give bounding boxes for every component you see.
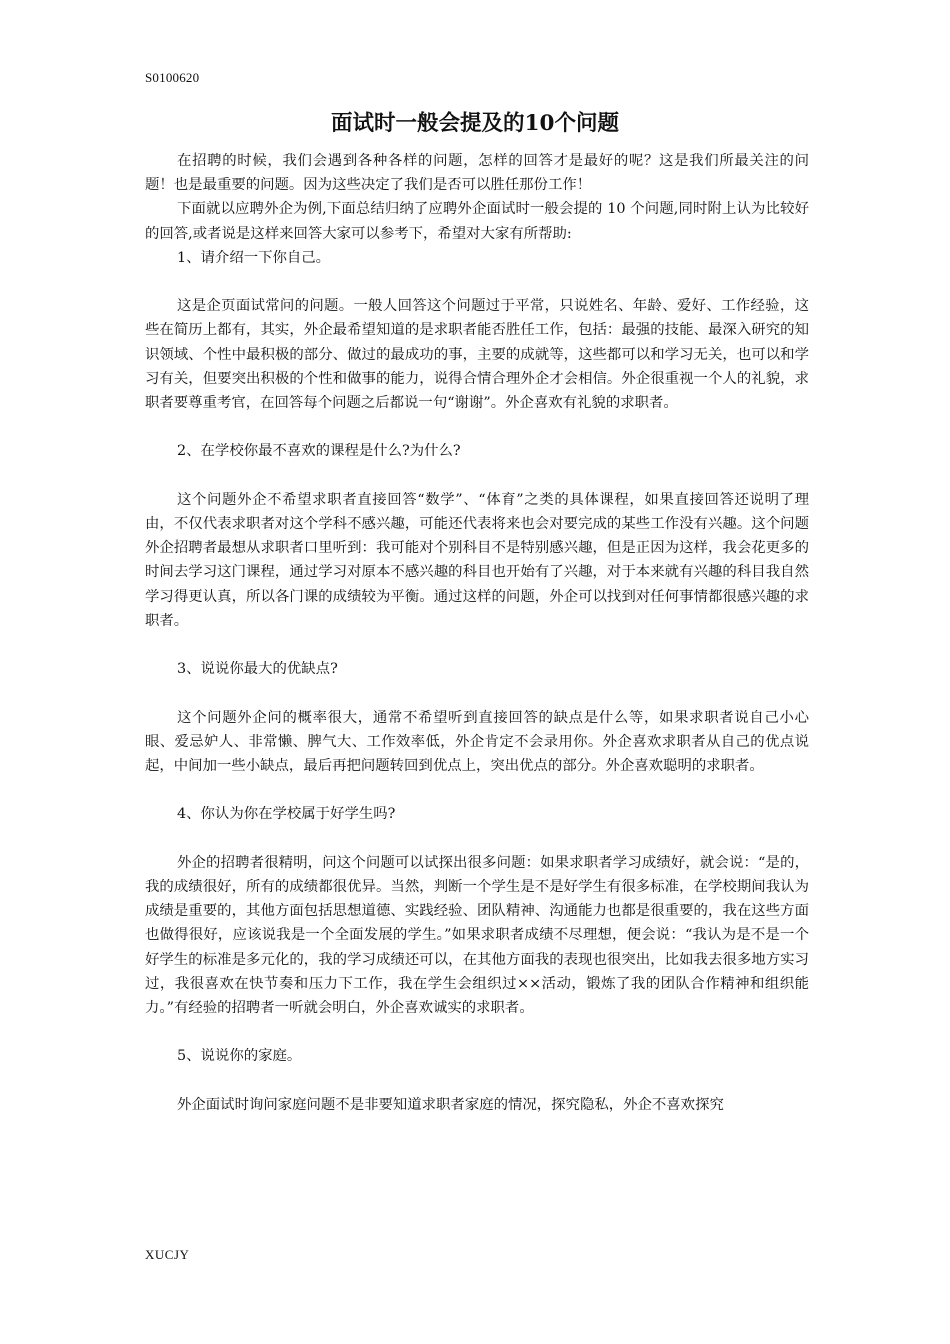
question-heading: 2、在学校你最不喜欢的课程是什么?为什么? bbox=[177, 443, 461, 460]
question-heading: 4、你认为你在学校属于好学生吗? bbox=[177, 806, 396, 823]
document-code: S0100620 bbox=[145, 70, 200, 85]
spacer bbox=[145, 415, 809, 439]
intro-paragraph: 在招聘的时候，我们会遇到各种各样的问题，怎样的回答才是最好的呢？这是我们所最关注的问题！也是最重要的问题。因为这些决定了我们是否可以胜任那份工作！ bbox=[145, 153, 809, 194]
spacer bbox=[145, 270, 809, 294]
answer-paragraph: 这个问题外企问的概率很大，通常不希望听到直接回答的缺点是什么等，如果求职者说自己小心眼、爱忌妒人、非常懒、脾气大、工作效率低，外企肯定不会录用你。外企喜欢求职者从自己的优点说起，中间加一些小缺点，最后再把问题转回到优点上，突出优点的部分。外企喜欢聪明的求职者。 bbox=[145, 709, 809, 774]
spacer bbox=[145, 1020, 809, 1044]
spacer bbox=[145, 681, 809, 705]
spacer bbox=[145, 633, 809, 657]
spacer bbox=[145, 1069, 809, 1093]
answer-paragraph: 这是企页面试常问的问题。一般人回答这个问题过于平常，只说姓名、年龄、爱好、工作经验，这些在简历上都有，其实，外企最希望知道的是求职者能否胜任工作，包括：最强的技能、最深入研究的知识领域、个性中最积极的部分、做过的最成功的事，主要的成就等，这些都可以和学习无关，也可以和学习有关，但要突出积极的个性和做事的能力，说得合情合理外企才会相信。外企很重视一个人的礼貌，求职者要尊重考官，在回答每个问题之后都说一句“谢谢”。外企喜欢有礼貌的求职者。 bbox=[145, 298, 809, 412]
answer-paragraph: 这个问题外企不希望求职者直接回答“数学”、“体育”之类的具体课程，如果直接回答还说明了理由，不仅代表求职者对这个学科不感兴趣，可能还代表将来也会对要完成的某些工作没有兴趣。这个问题外企招聘者最想从求职者口里听到：我可能对个别科目不是特别感兴趣，但是正因为这样，我会花更多的时间去学习这门课程，通过学习对原本不感兴趣的科目也开始有了兴趣，对于本来就有兴趣的科目我自然学习得更认真，所以各门课的成绩较为平衡。通过这样的问题，外企可以找到对任何事情都很感兴趣的求职者。 bbox=[145, 491, 809, 629]
answer-paragraph: 外企面试时询问家庭问题不是非要知道求职者家庭的情况，探究隐私，外企不喜欢探究 bbox=[177, 1096, 724, 1113]
document-footer: XUCJY bbox=[145, 1247, 190, 1262]
spacer bbox=[145, 464, 809, 488]
intro-paragraph: 下面就以应聘外企为例,下面总结归纳了应聘外企面试时一般会提的 10 个问题,同时附上认为比较好的回答,或者说是这样来回答大家可以参考下，希望对大家有所帮助: bbox=[145, 201, 809, 242]
question-heading: 5、说说你的家庭。 bbox=[177, 1048, 302, 1065]
question-heading: 1、请介绍一下你自己。 bbox=[177, 249, 331, 266]
document-title: 面试时一般会提及的10个问题 bbox=[331, 111, 619, 136]
spacer bbox=[145, 827, 809, 851]
document-body bbox=[145, 149, 809, 1117]
spacer bbox=[145, 778, 809, 802]
question-heading: 3、说说你最大的优缺点? bbox=[177, 661, 338, 678]
answer-paragraph: 外企的招聘者很精明，问这个问题可以试探出很多问题：如果求职者学习成绩好，就会说：“是的，我的成绩很好，所有的成绩都很优异。当然，判断一个学生是不是好学生有很多标准，在学校期间我认为成绩是重要的，其他方面包括思想道德、实践经验、团队精神、沟通能力也都是很重要的，我在这些方面也做得很好，应该说我是一个全面发展的学生。”如果求职者成绩不尽理想，便会说：“我认为是不是一个好学生的标准是多元化的，我的学习成绩还可以，在其他方面我的表现也很突出，比如我去很多地方实习过，我很喜欢在快节奏和压力下工作，我在学生会组织过××活动，锻炼了我的团队合作精神和组织能力。”有经验的招聘者一听就会明白，外企喜欢诚实的求职者。 bbox=[145, 854, 809, 1016]
